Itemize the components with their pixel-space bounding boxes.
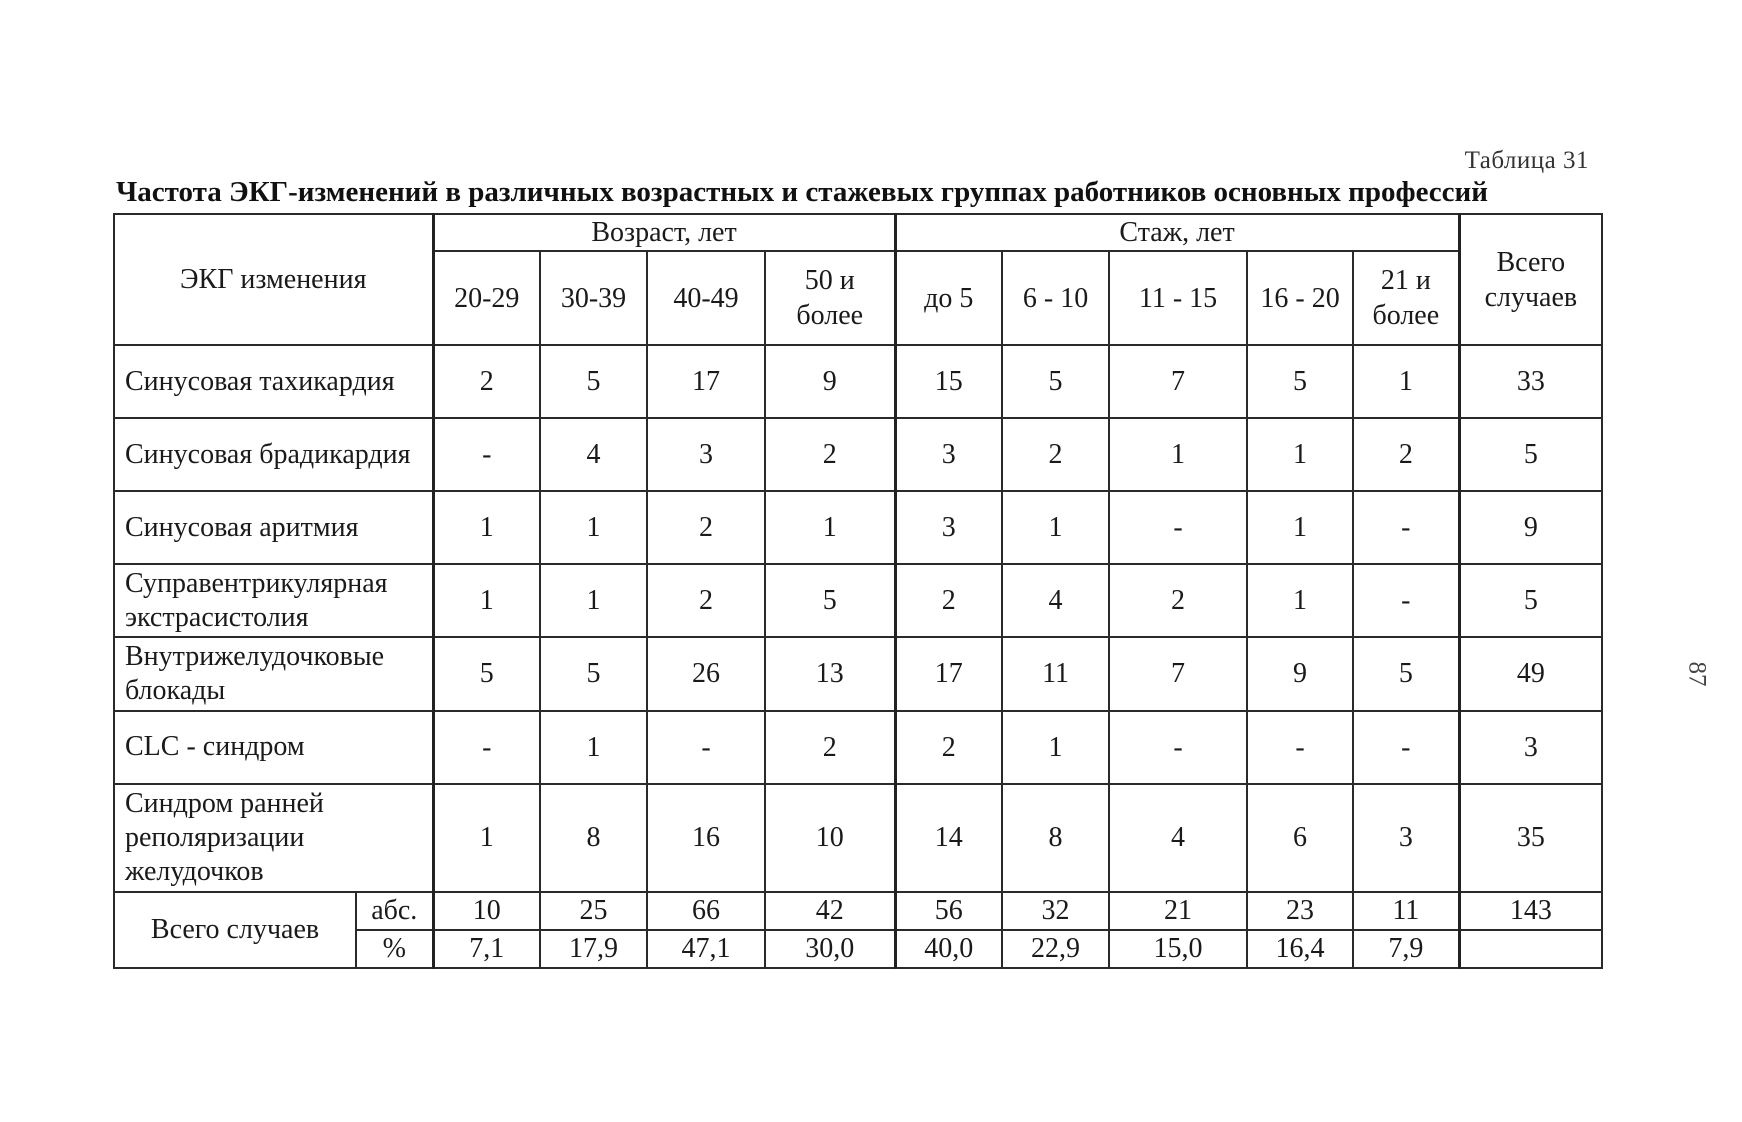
cell-total: 49 [1459, 637, 1602, 710]
cell: 4 [1109, 784, 1247, 892]
totals-pct-cell: 7,9 [1353, 930, 1459, 968]
cell: 9 [765, 345, 895, 418]
totals-pct-cell: 17,9 [540, 930, 647, 968]
cell: 3 [895, 418, 1002, 491]
header-tenure-col: до 5 [895, 251, 1002, 345]
header-age-col: 30-39 [540, 251, 647, 345]
cell: 13 [765, 637, 895, 710]
cell: 1 [1247, 564, 1353, 637]
table-row [114, 564, 1602, 637]
cell: - [433, 418, 540, 491]
cell: 5 [1353, 637, 1459, 710]
cell: 2 [647, 564, 765, 637]
cell: - [1109, 711, 1247, 784]
totals-pct-label: % [356, 930, 433, 968]
totals-abs-cell: 10 [433, 892, 540, 930]
header-row-groups [114, 214, 1602, 251]
table-row [114, 784, 1602, 892]
cell: 2 [895, 564, 1002, 637]
totals-abs-cell: 32 [1002, 892, 1109, 930]
cell: 5 [765, 564, 895, 637]
cell: 14 [895, 784, 1002, 892]
cell: 3 [895, 491, 1002, 564]
cell: 1 [1353, 345, 1459, 418]
totals-abs-label: абс. [356, 892, 433, 930]
row-label: CLC - синдром [114, 711, 433, 784]
cell: 1 [1109, 418, 1247, 491]
table-row [114, 345, 1602, 418]
cell: 1 [540, 564, 647, 637]
totals-abs-cell: 11 [1353, 892, 1459, 930]
totals-abs-cell: 23 [1247, 892, 1353, 930]
cell: 1 [1247, 418, 1353, 491]
cell: 1 [433, 564, 540, 637]
cell-total: 33 [1459, 345, 1602, 418]
totals-label: Всего случаев [114, 892, 356, 968]
cell: 1 [433, 491, 540, 564]
cell: 8 [540, 784, 647, 892]
cell: - [1109, 491, 1247, 564]
totals-pct-cell: 16,4 [1247, 930, 1353, 968]
cell: 10 [765, 784, 895, 892]
cell-total: 3 [1459, 711, 1602, 784]
ecg-frequency-table [113, 213, 1603, 969]
cell: 4 [1002, 564, 1109, 637]
cell: - [1353, 711, 1459, 784]
header-tenure-col: 11 - 15 [1109, 251, 1247, 345]
table-title: Частота ЭКГ-изменений в различных возрастных и стажевых группах работников основных профессий [116, 176, 1488, 208]
cell: - [1353, 564, 1459, 637]
totals-pct-cell: 30,0 [765, 930, 895, 968]
cell: 1 [540, 711, 647, 784]
cell: 17 [647, 345, 765, 418]
cell: 2 [765, 711, 895, 784]
cell: 5 [540, 345, 647, 418]
totals-abs-cell: 21 [1109, 892, 1247, 930]
cell: 7 [1109, 345, 1247, 418]
cell: 7 [1109, 637, 1247, 710]
cell: 1 [1002, 491, 1109, 564]
cell: 6 [1247, 784, 1353, 892]
cell: 2 [647, 491, 765, 564]
header-tenure-col: 6 - 10 [1002, 251, 1109, 345]
cell: 4 [540, 418, 647, 491]
totals-pct-total [1459, 930, 1602, 968]
totals-pct-cell: 47,1 [647, 930, 765, 968]
cell-total: 35 [1459, 784, 1602, 892]
cell: 2 [433, 345, 540, 418]
cell: 5 [433, 637, 540, 710]
header-tenure-col: 16 - 20 [1247, 251, 1353, 345]
cell: - [647, 711, 765, 784]
row-label: Суправентрикулярная экстрасистолия [114, 564, 433, 637]
cell: 17 [895, 637, 1002, 710]
cell: 26 [647, 637, 765, 710]
totals-pct-cell: 22,9 [1002, 930, 1109, 968]
cell: 9 [1247, 637, 1353, 710]
cell: 2 [895, 711, 1002, 784]
header-age-col: 20-29 [433, 251, 540, 345]
row-label: Синусовая тахикардия [114, 345, 433, 418]
header-tenure-group: Стаж, лет [895, 214, 1459, 251]
totals-abs-total: 143 [1459, 892, 1602, 930]
cell: 1 [540, 491, 647, 564]
table-number: Таблица 31 [1464, 147, 1589, 174]
totals-abs-cell: 42 [765, 892, 895, 930]
cell: 1 [1247, 491, 1353, 564]
totals-pct-cell: 7,1 [433, 930, 540, 968]
cell: - [433, 711, 540, 784]
table-row [114, 637, 1602, 710]
header-ecg-changes: ЭКГ изменения [114, 214, 433, 345]
cell: 2 [1353, 418, 1459, 491]
totals-pct-cell: 15,0 [1109, 930, 1247, 968]
cell-total: 9 [1459, 491, 1602, 564]
cell: - [1247, 711, 1353, 784]
header-age-col: 40-49 [647, 251, 765, 345]
cell: 3 [647, 418, 765, 491]
cell: 1 [1002, 711, 1109, 784]
cell: 5 [1247, 345, 1353, 418]
cell: 15 [895, 345, 1002, 418]
cell: 1 [765, 491, 895, 564]
cell-total: 5 [1459, 564, 1602, 637]
totals-abs-cell: 66 [647, 892, 765, 930]
row-label: Синусовая брадикардия [114, 418, 433, 491]
header-age-group: Возраст, лет [433, 214, 895, 251]
header-total-cases: Всего случаев [1459, 214, 1602, 345]
cell: 1 [433, 784, 540, 892]
totals-abs-cell: 56 [895, 892, 1002, 930]
cell: 2 [765, 418, 895, 491]
table-row [114, 711, 1602, 784]
row-label: Синусовая аритмия [114, 491, 433, 564]
header-age-col: 50 и более [765, 251, 895, 345]
table-row [114, 418, 1602, 491]
row-label: Внутрижелудочковые блокады [114, 637, 433, 710]
cell: 11 [1002, 637, 1109, 710]
cell: 2 [1002, 418, 1109, 491]
cell: - [1353, 491, 1459, 564]
totals-abs-cell: 25 [540, 892, 647, 930]
table-row [114, 491, 1602, 564]
cell: 8 [1002, 784, 1109, 892]
cell: 5 [540, 637, 647, 710]
totals-row-abs [114, 892, 1602, 930]
totals-pct-cell: 40,0 [895, 930, 1002, 968]
cell: 2 [1109, 564, 1247, 637]
row-label: Синдром ранней реполяризации желудочков [114, 784, 433, 892]
cell: 3 [1353, 784, 1459, 892]
cell: 16 [647, 784, 765, 892]
page-number: 87 [1683, 661, 1711, 687]
cell: 5 [1002, 345, 1109, 418]
cell-total: 5 [1459, 418, 1602, 491]
header-tenure-col: 21 и более [1353, 251, 1459, 345]
